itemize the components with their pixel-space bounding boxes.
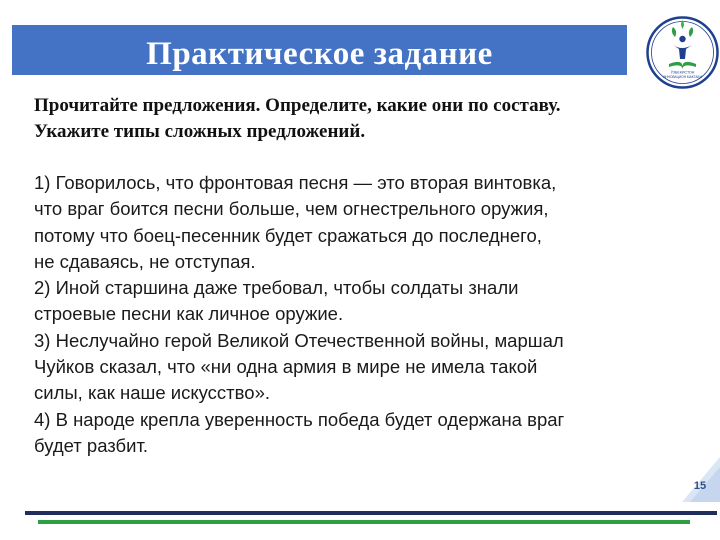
footer-rule-navy (25, 511, 717, 515)
education-logo-icon (645, 15, 720, 90)
sentence-line: потому что боец-песенник будет сражаться до последнего, (34, 224, 542, 246)
page-number: 15 (693, 480, 707, 492)
sentence-line: строевые песни как личное оружие. (34, 303, 344, 325)
instruction-text (34, 93, 714, 145)
slide-title: Практическое задание (146, 35, 493, 72)
sentence-line: не сдаваясь, не отступая. (34, 250, 256, 272)
sentence-line: будет разбит. (34, 434, 149, 456)
instruction-line: Укажите типы сложных предложений. (34, 121, 366, 142)
sentence-line: что враг боится песни больше, чем огнестрельного оружия, (34, 198, 549, 220)
sentence-line: силы, как наше искусство». (34, 382, 270, 404)
sentence-list (34, 170, 684, 459)
sentence-line: 2) Иной старшина даже требовал, чтобы солдаты знали (34, 277, 519, 299)
sentence-line: 1) Говорилось, что фронтовая песня — это вторая винтовка, (34, 172, 557, 193)
logo-text-1: ЎЗБЕКИСТОН (670, 70, 695, 75)
sentence-line: 4) В народе крепла уверенность победа будет одержана враг (34, 408, 565, 430)
sentence-line: 3) Неслучайно герой Великой Отечественной войны, маршал (34, 329, 564, 351)
logo-text-2: ИННОВАЦИОН МАКТАБИ (663, 75, 702, 79)
instruction-line: Прочитайте предложения. Определите, какие они по составу. (34, 95, 561, 116)
footer-rule-green (38, 520, 690, 524)
sentence-line: Чуйков сказал, что «ни одна армия в мире не имела такой (34, 356, 538, 378)
